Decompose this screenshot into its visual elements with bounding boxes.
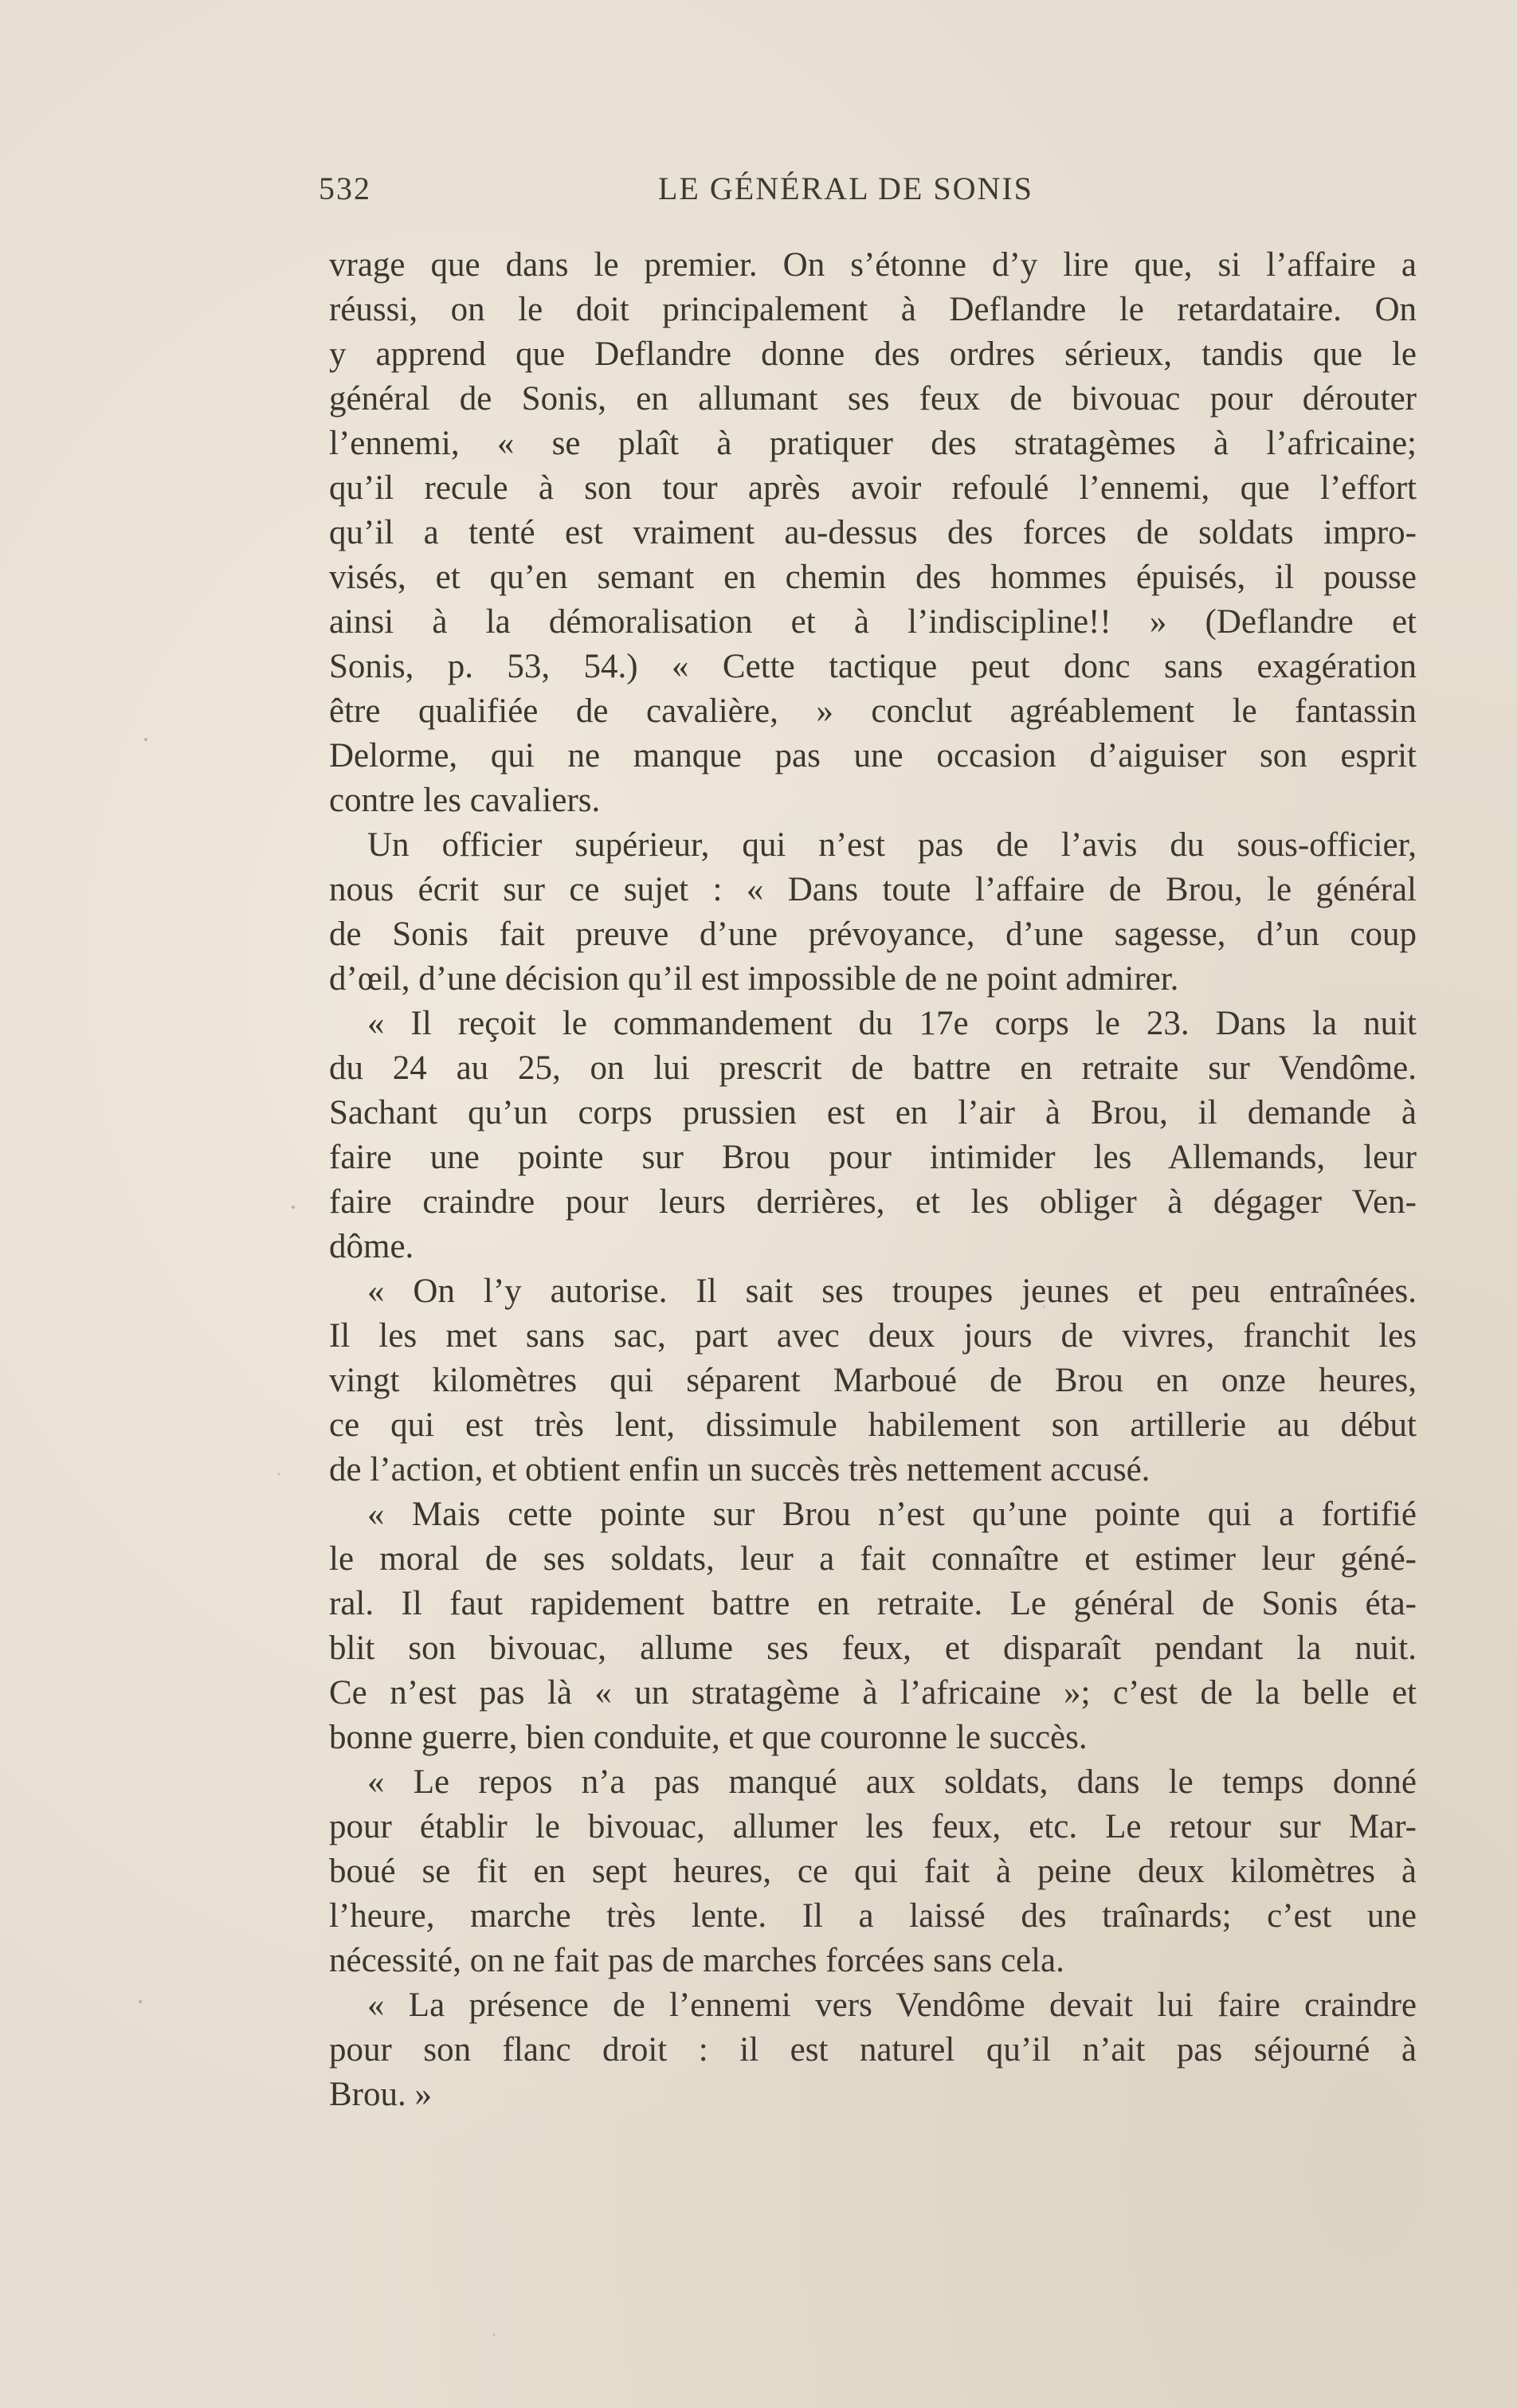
- text-line: nécessité, on ne fait pas de marches forcées sans cela.: [329, 1942, 1064, 1979]
- text-line: Brou. »: [329, 2076, 432, 2113]
- text-line: être qualifiée de cavalière, » conclut agréablement le fantassin: [329, 692, 1417, 730]
- text-line: « La présence de l’ennemi vers Vendôme devait lui faire craindre: [367, 1986, 1417, 2024]
- text-line: dôme.: [329, 1228, 414, 1265]
- text-line: boué se fit en sept heures, ce qui fait à peine deux kilomètres à: [329, 1853, 1417, 1890]
- text-line: qu’il a tenté est vraiment au-dessus des forces de soldats impro-: [329, 514, 1417, 551]
- text-line: contre les cavaliers.: [329, 782, 601, 819]
- text-line: pour établir le bivouac, allumer les feux, etc. Le retour sur Mar-: [329, 1808, 1417, 1845]
- text-line: pour son flanc droit : il est naturel qu’il n’ait pas séjourné à: [329, 2031, 1417, 2069]
- text-line: vrage que dans le premier. On s’étonne d’y lire que, si l’affaire a: [329, 246, 1417, 284]
- text-line: Il les met sans sac, part avec deux jours de vivres, franchit les: [329, 1317, 1417, 1355]
- text-line: ainsi à la démoralisation et à l’indiscipline!! » (Deflandre et: [329, 603, 1417, 641]
- text-line: l’heure, marche très lente. Il a laissé des traînards; c’est une: [329, 1897, 1417, 1935]
- text-line: l’ennemi, « se plaît à pratiquer des stratagèmes à l’africaine;: [329, 425, 1417, 462]
- text-line: général de Sonis, en allumant ses feux de bivouac pour dérouter: [329, 380, 1417, 418]
- text-line: qu’il recule à son tour après avoir refoulé l’ennemi, que l’effort: [329, 469, 1417, 507]
- text-line: « Il reçoit le commandement du 17e corps le 23. Dans la nuit: [367, 1005, 1417, 1042]
- text-line: vingt kilomètres qui séparent Marboué de Brou en onze heures,: [329, 1362, 1417, 1399]
- text-line: « Mais cette pointe sur Brou n’est qu’une pointe qui a fortifié: [367, 1496, 1417, 1533]
- text-line: « On l’y autorise. Il sait ses troupes jeunes et peu entraînées.: [367, 1273, 1417, 1310]
- text-line: Sonis, p. 53, 54.) « Cette tactique peut donc sans exagération: [329, 648, 1417, 685]
- text-line: réussi, on le doit principalement à Deflandre le retardataire. On: [329, 291, 1417, 328]
- text-line: du 24 au 25, on lui prescrit de battre en retraite sur Vendôme.: [329, 1049, 1417, 1087]
- text-line: Delorme, qui ne manque pas une occasion d’aiguiser son esprit: [329, 737, 1417, 775]
- text-line: « Le repos n’a pas manqué aux soldats, dans le temps donné: [367, 1763, 1417, 1801]
- page-number: 532: [319, 171, 371, 206]
- text-line: Un officier supérieur, qui n’est pas de l’avis du sous-officier,: [367, 826, 1417, 864]
- running-title: LE GÉNÉRAL DE SONIS: [658, 171, 1033, 206]
- text-line: blit son bivouac, allume ses feux, et disparaît pendant la nuit.: [329, 1630, 1417, 1667]
- text-line: faire une pointe sur Brou pour intimider les Allemands, leur: [329, 1139, 1417, 1176]
- text-line: nous écrit sur ce sujet : « Dans toute l’affaire de Brou, le général: [329, 871, 1417, 908]
- text-line: ral. Il faut rapidement battre en retraite. Le général de Sonis éta-: [329, 1585, 1417, 1622]
- text-line: ce qui est très lent, dissimule habilement son artillerie au début: [329, 1406, 1417, 1444]
- text-line: y apprend que Deflandre donne des ordres sérieux, tandis que le: [329, 335, 1417, 373]
- text-line: de Sonis fait preuve d’une prévoyance, d’une sagesse, d’un coup: [329, 916, 1417, 953]
- text-line: d’œil, d’une décision qu’il est impossible de ne point admirer.: [329, 960, 1179, 998]
- text-line: de l’action, et obtient enfin un succès très nettement accusé.: [329, 1451, 1150, 1488]
- text-line: le moral de ses soldats, leur a fait connaître et estimer leur géné-: [329, 1540, 1417, 1578]
- text-line: bonne guerre, bien conduite, et que couronne le succès.: [329, 1719, 1088, 1756]
- text-line: visés, et qu’en semant en chemin des hommes épuisés, il pousse: [329, 559, 1417, 596]
- text-line: Ce n’est pas là « un stratagème à l’africaine »; c’est de la belle et: [329, 1674, 1417, 1712]
- text-line: Sachant qu’un corps prussien est en l’air à Brou, il demande à: [329, 1094, 1417, 1131]
- text-line: faire craindre pour leurs derrières, et les obliger à dégager Ven-: [329, 1183, 1417, 1221]
